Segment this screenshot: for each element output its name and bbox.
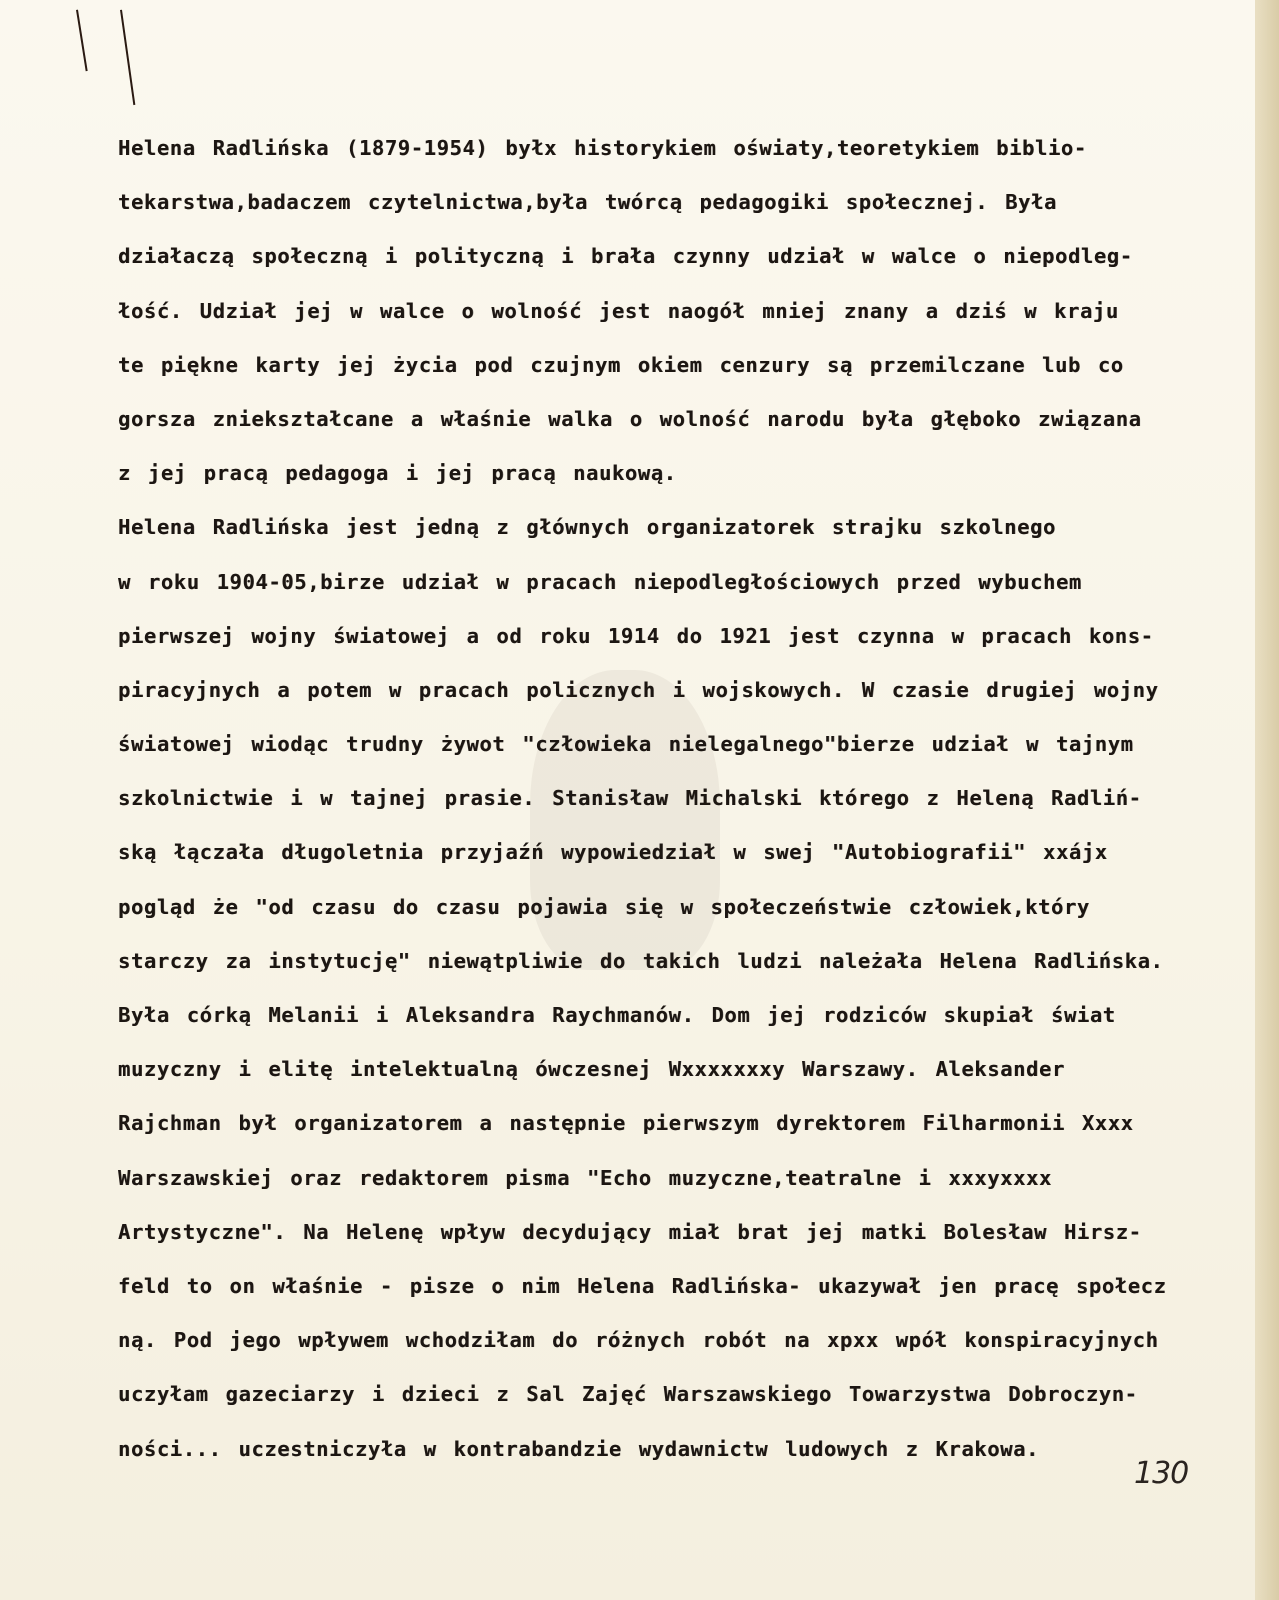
text-line: z jej pracą pedagoga i jej pracą naukową. (118, 461, 677, 486)
text-line: ności... uczestniczyła w kontrabandzie wydawnictw ludowych z Krakowa. (118, 1436, 1040, 1461)
corner-pen-mark (76, 10, 88, 72)
text-line: ską łączała długoletnia przyjaźń wypowiedział w swej "Autobiografii" xxájx (118, 840, 1108, 865)
text-line: pogląd że "od czasu do czasu pojawia się w społeczeństwie człowiek,który (118, 894, 1090, 919)
text-line: Była córką Melanii i Aleksandra Raychmanów. Dom jej rodziców skupiał świat (118, 1003, 1116, 1027)
text-line: Rajchman był organizatorem a następnie pierwszym dyrektorem Filharmonii Xxxx (118, 1111, 1134, 1136)
text-line: Helena Radlińska (1879-1954) byłx historykiem oświaty,teoretykiem biblio- (118, 136, 1087, 160)
text-line: te piękne karty jej życia pod czujnym okiem cenzury są przemilczane lub co (118, 352, 1124, 377)
handwritten-page-number: 130 (1134, 1456, 1189, 1491)
text-line: starczy za instytucję" niewątpliwie do takich ludzi należała Helena Radlińska. (118, 948, 1164, 973)
text-line: szkolnictwie i w tajnej prasie. Stanisław Michalski którego z Heleną Radliń- (118, 786, 1142, 811)
text-line: Artystyczne". Na Helenę wpływ decydujący miał brat jej matki Bolesław Hirsz- (118, 1219, 1142, 1244)
text-line: Helena Radlińska jest jedną z głównych organizatorek strajku szkolnego (118, 515, 1056, 540)
text-line: w roku 1904-05,birze udział w pracach niepodległościowych przed wybuchem (118, 569, 1082, 594)
text-line: piracyjnych a potem w pracach policznych i wojskowych. W czasie drugiej wojny (118, 677, 1159, 702)
typed-text-body (118, 128, 1228, 1483)
backing-paper-edge (1255, 0, 1279, 1600)
text-line: gorsza zniekształcane a właśnie walka o wolność narodu była głęboko związana (118, 406, 1142, 431)
text-line: światowej wiodąc trudny żywot "człowieka nielegalnego"bierze udział w tajnym (118, 732, 1134, 757)
text-line: pierwszej wojny światowej a od roku 1914 do 1921 jest czynna w pracach kons- (118, 623, 1154, 648)
text-line: uczyłam gazeciarzy i dzieci z Sal Zajęć Warszawskiego Towarzystwa Dobroczyn- (118, 1382, 1138, 1407)
corner-pen-mark (120, 10, 135, 105)
text-line: Warszawskiej oraz redaktorem pisma "Echo muzyczne,teatralne i xxxyxxxx (118, 1165, 1052, 1190)
text-line: feld to on właśnie - pisze o nim Helena Radlińska- ukazywał jen pracę społecz (118, 1273, 1167, 1298)
text-line: łość. Udział jej w walce o wolność jest naogół mniej znany a dziś w kraju (118, 298, 1119, 323)
text-line: działaczą społeczną i polityczną i brała czynny udział w walce o niepodleg- (118, 244, 1133, 269)
text-line: tekarstwa,badaczem czytelnictwa,była twórcą pedagogiki społecznej. Była (118, 190, 1057, 215)
text-line: ną. Pod jego wpływem wchodziłam do różnych robót na xpxx wpół konspiracyjnych (118, 1328, 1159, 1353)
text-line: muzyczny i elitę intelektualną ówczesnej Wxxxxxxxy Warszawy. Aleksander (118, 1057, 1065, 1082)
